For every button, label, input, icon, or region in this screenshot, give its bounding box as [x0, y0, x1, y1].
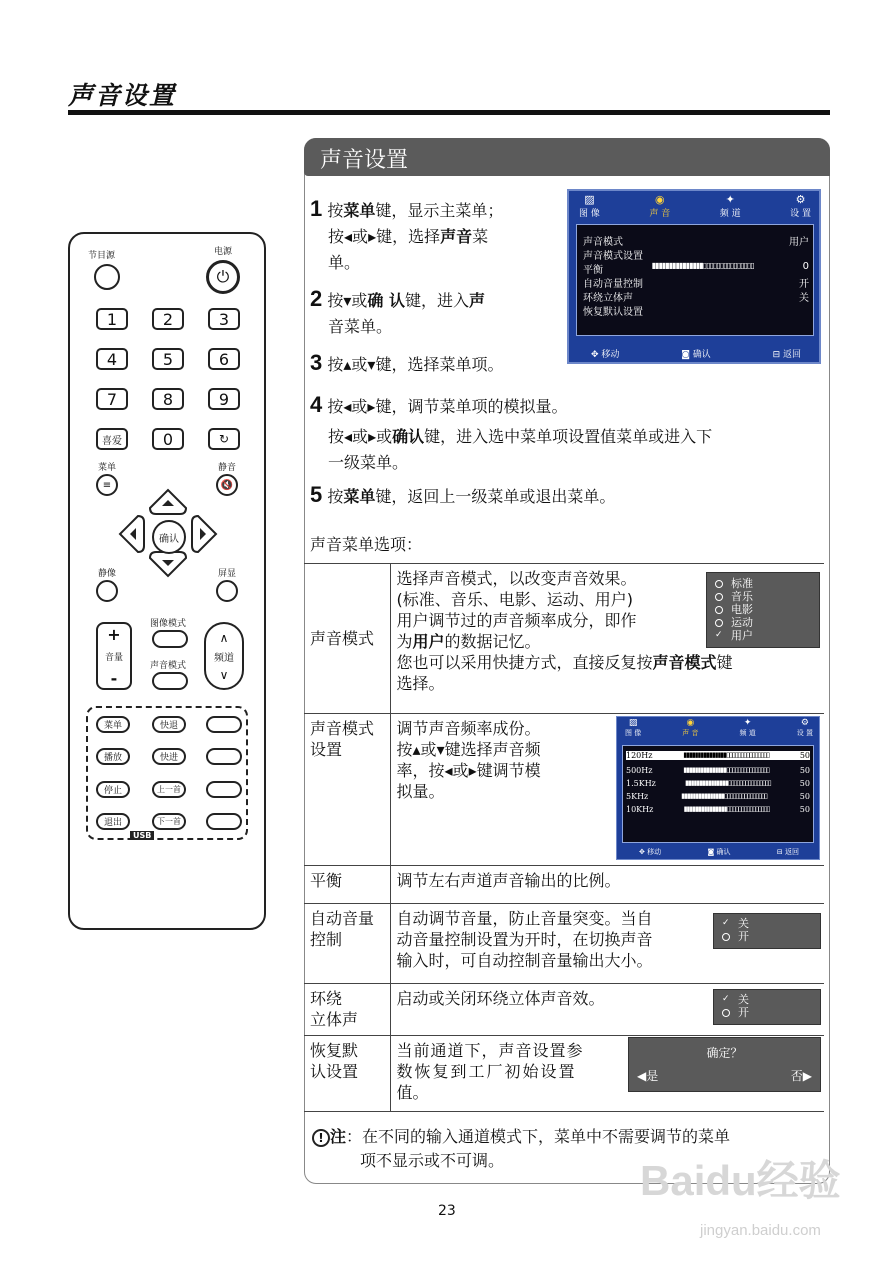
osd-hint-ok: ◙ 确认	[681, 350, 711, 360]
satellite-icon: ✦	[743, 718, 752, 728]
step-keyword: 确认	[392, 427, 425, 446]
row-description: 自动调节音量，防止音量突变。当自 动音量控制设置为开时，在切换声音 输入时，可自动控制音量输出大小。	[390, 904, 824, 984]
step-text: 或	[352, 427, 369, 446]
volume-minus-icon: -	[110, 668, 118, 688]
picture-icon: ▨	[628, 718, 638, 728]
radio-option[interactable]: 开	[722, 930, 812, 943]
section-heading: 声音设置	[304, 138, 830, 176]
radio-option[interactable]: 电影	[715, 603, 811, 616]
step-1	[310, 196, 560, 276]
back-icon: ⊟	[772, 350, 781, 360]
reset-confirm-dialog	[628, 1037, 821, 1092]
step-keyword: 菜单	[343, 487, 376, 506]
dpad-left-button[interactable]	[120, 516, 144, 552]
step-text: 按	[328, 427, 345, 446]
osd-footer	[591, 347, 801, 360]
speaker-icon: ◉	[655, 193, 665, 206]
step-keyword: 声	[469, 291, 486, 310]
osd-row[interactable]: 恢复默认设置	[583, 307, 643, 318]
digit-5-button[interactable]: 5	[152, 348, 184, 370]
step-number: 2	[310, 286, 323, 311]
watermark-url: jingyan.baidu.com	[700, 1222, 821, 1239]
sound-mode-label: 声音模式	[150, 661, 187, 671]
osd-row[interactable]: 环绕立体声 关	[583, 293, 809, 304]
osd-tab-sound[interactable]: ◉ 声 音	[649, 193, 671, 219]
radio-option[interactable]: ✓ 关	[722, 993, 749, 1006]
display-button[interactable]	[216, 580, 238, 602]
radio-option[interactable]: 运动	[715, 616, 811, 629]
eq-band-row[interactable]: 1.5KHz ▮▮▮▮▮▮▮▮▮▮▮▮▮▮▮▯▯▯▯▯▯▯▯▯▯▯▯▯▯▯ 50	[626, 779, 810, 788]
step-text: 或	[351, 355, 368, 374]
picture-mode-label: 图像模式	[150, 619, 187, 629]
step-keyword: 确 认	[367, 291, 405, 310]
source-button[interactable]	[94, 264, 120, 290]
step-text: 按	[327, 397, 344, 416]
speaker-icon: ◉	[686, 718, 695, 728]
usb-menu-button[interactable]: 菜单	[96, 716, 130, 733]
picture-mode-button[interactable]	[152, 630, 188, 648]
checkmark-icon: ✓	[715, 630, 723, 640]
watermark-logo: Baidu经验	[640, 1157, 841, 1204]
color-key-button[interactable]	[206, 716, 242, 733]
ok-icon: ◙	[707, 848, 715, 856]
radio-icon	[722, 1009, 730, 1017]
title-rule	[68, 110, 830, 115]
left-arrow-icon: ◂	[344, 227, 353, 246]
step-text: 或	[351, 397, 368, 416]
avc-options-box	[713, 913, 821, 949]
step-text: 键，进入选中菜单项设置值菜单或进入下	[424, 427, 713, 446]
still-label: 静像	[98, 569, 117, 579]
digit-2-button[interactable]: 2	[152, 308, 184, 330]
step-text: 按	[327, 291, 344, 310]
up-arrow-icon: ▴	[343, 355, 352, 374]
osd-sound-menu	[567, 189, 821, 364]
rewind-button[interactable]: 快退	[152, 716, 186, 733]
osd-tab-channel[interactable]: ✦ 频 道	[739, 718, 756, 737]
sound-mode-button[interactable]	[152, 672, 188, 690]
digit-1-button[interactable]: 1	[96, 308, 128, 330]
osd-tab-sound[interactable]: ◉ 声 音	[682, 718, 699, 737]
digit-6-button[interactable]: 6	[208, 348, 240, 370]
digit-3-button[interactable]: 3	[208, 308, 240, 330]
osd-hint-back: ⊟ 返回	[772, 350, 801, 360]
power-label: 电源	[214, 247, 233, 257]
step-text: 键，调节菜单项的模拟量。	[375, 397, 568, 416]
down-arrow-icon: ▾	[367, 355, 376, 374]
down-arrow-icon: ▾	[436, 740, 445, 759]
osd-footer: ✥ 移动 ◙ 确认 ⊟ 返回	[639, 848, 799, 856]
recall-button[interactable]	[208, 428, 240, 450]
digit-4-button[interactable]: 4	[96, 348, 128, 370]
play-button[interactable]: 播放	[96, 748, 130, 765]
channel-rocker[interactable]	[204, 622, 244, 690]
confirm-no-button[interactable]: 否▶	[790, 1069, 812, 1083]
right-arrow-icon: ▸	[368, 227, 377, 246]
satellite-icon: ✦	[725, 193, 735, 206]
balance-slider: ▮▮▮▮▮▮▮▮▮▮▮▮▮▮▮▯▯▯▯▯▯▯▯▯▯▯▯▯▯▯	[651, 261, 754, 270]
usb-label: USB	[130, 831, 154, 840]
right-arrow-icon: ▸	[368, 427, 377, 446]
note-label: 注	[330, 1127, 347, 1146]
table-row	[304, 866, 824, 904]
still-button[interactable]	[96, 580, 118, 602]
gear-icon: ⚙	[795, 193, 806, 206]
eq-band-row[interactable]: 500Hz ▮▮▮▮▮▮▮▮▮▮▮▮▮▮▮▯▯▯▯▯▯▯▯▯▯▯▯▯▯▯ 50	[626, 766, 810, 775]
osd-tab-settings[interactable]: ⚙ 设 置	[790, 193, 811, 219]
color-key-button[interactable]	[206, 813, 242, 830]
color-key-button[interactable]	[206, 781, 242, 798]
move-icon: ✥	[639, 848, 645, 856]
step-text: 或	[352, 227, 369, 246]
step-keyword: 声音	[440, 227, 473, 246]
up-arrow-icon: ▴	[412, 740, 421, 759]
eq-band-list	[622, 745, 814, 843]
eq-band-row[interactable]: 5KHz ▮▮▮▮▮▮▮▮▮▮▮▮▮▮▮▯▯▯▯▯▯▯▯▯▯▯▯▯▯▯ 50	[626, 792, 810, 801]
source-label: 节目源	[88, 251, 116, 261]
row-description: 启动或关闭环绕立体声音效。	[390, 984, 824, 1036]
page-number: 23	[438, 1203, 456, 1219]
channel-up-icon: ∧	[219, 630, 229, 645]
row-label: 声音模式 设置	[304, 714, 390, 866]
radio-icon	[715, 606, 723, 614]
step-text: 一级菜单。	[328, 453, 409, 472]
move-icon: ✥	[591, 350, 599, 360]
osd-tab-channel[interactable]: ✦ 频 道	[719, 193, 741, 219]
fast-forward-button[interactable]: 快进	[152, 748, 186, 765]
row-description: 选择声音模式，以改变声音效果。 (标准、音乐、电影、运动、用户) 用户调节过的声音频率成分，即作 为用户的数据记忆。 您也可以采用快捷方式，直接反复按声音模式键 选择。	[390, 564, 824, 714]
row-label: 声音模式	[304, 564, 390, 714]
power-icon: ⏻	[216, 267, 230, 286]
step-keyword: 菜单	[343, 201, 376, 220]
osd-row[interactable]: 自动音量控制 开	[583, 279, 809, 290]
previous-track-button[interactable]: 上一首	[152, 781, 186, 798]
note-text: 项不显示或不可调。	[360, 1151, 505, 1170]
step-text: 按	[327, 487, 344, 506]
radio-icon	[715, 619, 723, 627]
exit-button[interactable]: 退出	[96, 813, 130, 830]
surround-options-box	[713, 989, 821, 1025]
checkmark-icon: ✓	[722, 918, 730, 928]
step-text: 或	[351, 291, 368, 310]
osd-row[interactable]: 平衡 ▮▮▮▮▮▮▮▮▮▮▮▮▮▮▮▯▯▯▯▯▯▯▯▯▯▯▯▯▯▯ 0	[583, 261, 809, 276]
mute-label: 静音	[218, 463, 237, 473]
step-text: 菜	[472, 227, 489, 246]
step-5	[310, 482, 825, 510]
osd-tab-picture[interactable]: ▨ 图 像	[625, 718, 642, 737]
row-label: 平衡	[304, 866, 390, 904]
stop-button[interactable]: 停止	[96, 781, 130, 798]
row-label: 恢复默 认设置	[304, 1036, 390, 1112]
recall-icon: ↻	[218, 432, 230, 446]
eq-band-row[interactable]: 10KHz ▮▮▮▮▮▮▮▮▮▮▮▮▮▮▮▯▯▯▯▯▯▯▯▯▯▯▯▯▯▯ 50	[626, 805, 810, 814]
step-text: 键，选择	[376, 227, 441, 246]
favorite-button[interactable]: 喜爱	[96, 428, 128, 450]
radio-option[interactable]: 音乐	[715, 590, 811, 603]
step-text: 按	[327, 201, 344, 220]
osd-tab-bar	[579, 193, 811, 219]
right-arrow-icon: ▸	[468, 761, 477, 780]
radio-icon	[715, 580, 723, 588]
volume-plus-icon: +	[107, 624, 121, 644]
channel-label: 频道	[214, 652, 234, 664]
volume-rocker[interactable]	[96, 622, 132, 690]
radio-icon	[722, 933, 730, 941]
step-text: 键，显示主菜单；	[375, 201, 504, 220]
step-text: 按	[327, 355, 344, 374]
back-icon: ⊟	[776, 848, 783, 856]
row-label: 自动音量 控制	[304, 904, 390, 984]
step-4	[310, 392, 825, 476]
options-heading: 声音菜单选项：	[310, 535, 423, 554]
row-description: 调节左右声道声音输出的比例。	[390, 866, 824, 904]
step-3	[310, 350, 560, 378]
radio-option[interactable]: 标准	[715, 577, 811, 590]
left-arrow-icon: ◂	[344, 427, 353, 446]
left-arrow-icon: ◂	[444, 761, 453, 780]
row-label: 环绕 立体声	[304, 984, 390, 1036]
step-text: 按	[328, 227, 345, 246]
down-arrow-icon: ▾	[343, 291, 352, 310]
gear-icon: ⚙	[800, 718, 809, 728]
volume-label: 音量	[104, 652, 123, 663]
note-text: ：在不同的输入通道模式下，菜单中不需要调节的菜单	[346, 1127, 731, 1146]
ok-button[interactable]: 确认	[152, 520, 186, 554]
confirm-prompt: 确定？	[706, 1046, 743, 1060]
osd-tab-bar	[625, 718, 813, 738]
digit-7-button[interactable]: 7	[96, 388, 128, 410]
remote-control	[68, 232, 266, 930]
menu-icon: ≡	[102, 479, 112, 491]
radio-option[interactable]: 开	[722, 1006, 812, 1019]
osd-tab-settings[interactable]: ⚙ 设 置	[796, 718, 813, 737]
eq-band-row[interactable]: 120Hz ▮▮▮▮▮▮▮▮▮▮▮▮▮▮▮▯▯▯▯▯▯▯▯▯▯▯▯▯▯▯ 50	[626, 751, 810, 760]
step-text: 单。	[328, 253, 361, 272]
checkmark-icon: ✓	[722, 994, 730, 1004]
radio-option[interactable]: ✓ 用户	[715, 629, 753, 642]
menu-label: 菜单	[98, 463, 117, 473]
osd-hint-move: ✥ 移动	[591, 350, 620, 360]
color-key-button[interactable]	[206, 748, 242, 765]
warning-icon: !	[312, 1129, 330, 1147]
right-arrow-icon: ▸	[367, 397, 376, 416]
step-2	[310, 286, 560, 340]
row-description: 当前通道下，声音设置参 数恢复到工厂初始设置 值。	[390, 1036, 824, 1112]
step-number: 1	[310, 196, 323, 221]
osd-row[interactable]: 声音模式设置	[583, 251, 643, 262]
step-number: 3	[310, 350, 323, 375]
row-description: 调节声音频率成份。 按▴或▾键选择声音频 率，按◂或▸键调节模 拟量。	[390, 714, 824, 866]
dpad-down-button[interactable]	[150, 552, 186, 576]
sound-mode-options-box	[706, 572, 820, 648]
step-number: 5	[310, 482, 323, 507]
step-text: 或	[376, 427, 393, 446]
osd-menu-list	[576, 224, 814, 336]
step-text: 键，选择菜单项。	[375, 355, 504, 374]
digit-8-button[interactable]: 8	[152, 388, 184, 410]
step-text: 音菜单。	[328, 317, 393, 336]
ok-icon: ◙	[681, 350, 690, 360]
picture-icon: ▨	[584, 193, 595, 206]
step-text: 键，进入	[404, 291, 469, 310]
step-text: 键，返回上一级菜单或退出菜单。	[375, 487, 616, 506]
power-button[interactable]	[206, 260, 240, 294]
mute-icon: 🔇	[220, 479, 234, 491]
page-title: 声音设置	[68, 81, 177, 110]
osd-equalizer	[616, 716, 820, 860]
channel-down-icon: ∨	[219, 667, 229, 682]
confirm-yes-button[interactable]: ◀是	[637, 1069, 659, 1083]
osd-tab-picture[interactable]: ▨ 图 像	[579, 193, 600, 219]
osd-row[interactable]: 声音模式 用户	[583, 237, 809, 248]
step-number: 4	[310, 392, 323, 417]
radio-option[interactable]: ✓ 关	[722, 917, 749, 930]
radio-icon	[715, 593, 723, 601]
dpad-right-button[interactable]	[192, 516, 216, 552]
display-label: 屏显	[218, 569, 237, 579]
digit-0-button[interactable]: 0	[152, 428, 184, 450]
dpad-up-button[interactable]	[150, 490, 186, 514]
left-arrow-icon: ◂	[343, 397, 352, 416]
next-track-button[interactable]: 下一首	[152, 813, 186, 830]
digit-9-button[interactable]: 9	[208, 388, 240, 410]
